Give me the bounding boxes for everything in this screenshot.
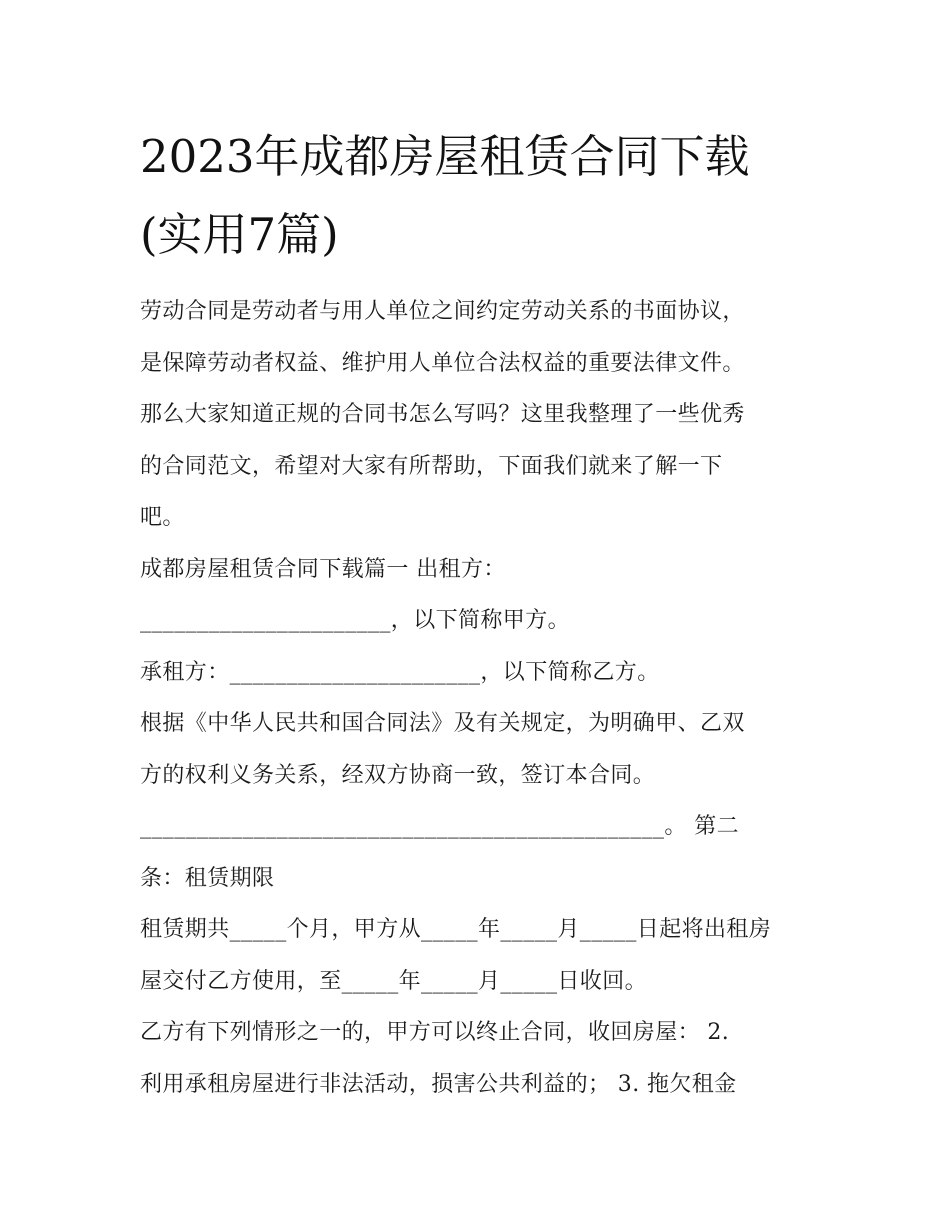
paragraph-line: 方的权利义务关系，经双方协商一致，签订本合同。 <box>140 762 656 788</box>
title-line-1: 2023年成都房屋租赁合同下载 <box>140 130 750 183</box>
termination-line: 利用承租房屋进行非法活动，损害公共利益的； 3. 拖欠租金 <box>140 1071 737 1097</box>
title-line-2: (实用7篇) <box>140 208 339 261</box>
blank-line: ______________________________________________。 第二 <box>140 814 739 839</box>
paragraph-line: 劳动合同是劳动者与用人单位之间约定劳动关系的书面协议， <box>140 299 745 324</box>
lease-term-line: 屋交付乙方使用，至_____年_____月_____日收回。 <box>140 968 648 994</box>
lessee-line: 承租方：______________________，以下简称乙方。 <box>140 659 660 685</box>
paragraph-line: 的合同范文，希望对大家有所帮助，下面我们就来了解一下 <box>140 453 723 479</box>
paragraph-line: 根据《中华人民共和国合同法》及有关规定，为明确甲、乙双 <box>140 711 745 736</box>
document-body <box>140 118 820 1110</box>
lease-term-line: 租赁期共_____个月，甲方从_____年_____月_____日起将出租房 <box>140 917 772 942</box>
paragraph-line: 是保障劳动者权益、维护用人单位合法权益的重要法律文件。 <box>140 350 745 376</box>
paragraph-line: 吧。 <box>140 505 185 530</box>
lessor-blank-line: ______________________，以下简称甲方。 <box>140 608 571 633</box>
section-heading-line: 成都房屋租赁合同下载篇一 出租方： <box>140 556 506 582</box>
document-title <box>140 118 820 274</box>
paragraph-line: 那么大家知道正规的合同书怎么写吗？这里我整理了一些优秀 <box>140 402 745 427</box>
clause-heading-line: 条：租赁期限 <box>140 865 275 891</box>
termination-line: 乙方有下列情形之一的，甲方可以终止合同，收回房屋： 2. <box>140 1020 730 1045</box>
